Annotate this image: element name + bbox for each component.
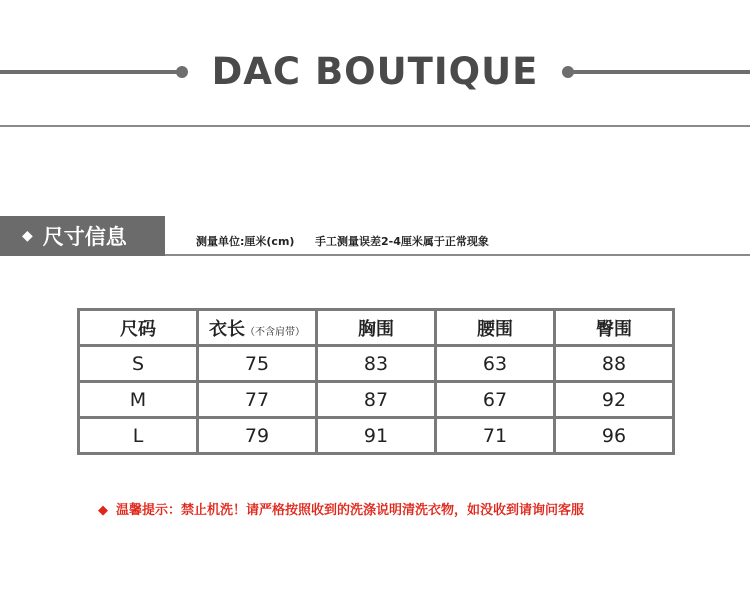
table-cell: 79 xyxy=(198,418,317,454)
table-cell: 87 xyxy=(317,382,436,418)
header-length: 衣长（不含肩带） xyxy=(198,310,317,346)
table-row xyxy=(79,382,674,418)
header-left-dot xyxy=(176,66,188,78)
table-cell: L xyxy=(79,418,198,454)
table-cell: 88 xyxy=(555,346,674,382)
tip-diamond-icon: ◆ xyxy=(98,503,108,518)
table-header-row xyxy=(79,310,674,346)
header-hip: 臀围 xyxy=(555,310,674,346)
care-tip xyxy=(98,499,584,518)
table-cell: 63 xyxy=(436,346,555,382)
section-tag xyxy=(0,216,165,256)
table-cell: M xyxy=(79,382,198,418)
table-cell: 96 xyxy=(555,418,674,454)
unit-note: 测量单位:厘米(cm) xyxy=(196,235,295,248)
header-size: 尺码 xyxy=(79,310,198,346)
table-cell: 77 xyxy=(198,382,317,418)
table-row xyxy=(79,418,674,454)
length-sub-note: （不含肩带） xyxy=(245,326,305,338)
header-left-line xyxy=(0,70,180,74)
table-cell: S xyxy=(79,346,198,382)
table-cell: 67 xyxy=(436,382,555,418)
table-cell: 71 xyxy=(436,418,555,454)
header-divider xyxy=(0,125,750,127)
size-table xyxy=(77,308,675,455)
section-divider xyxy=(165,254,750,256)
table-cell: 91 xyxy=(317,418,436,454)
table-cell: 92 xyxy=(555,382,674,418)
table-row xyxy=(79,346,674,382)
table-cell: 75 xyxy=(198,346,317,382)
error-note: 手工测量误差2-4厘米属于正常现象 xyxy=(315,235,489,248)
header-waist: 腰围 xyxy=(436,310,555,346)
header-chest: 胸围 xyxy=(317,310,436,346)
header-right-line xyxy=(568,70,750,74)
table-cell: 83 xyxy=(317,346,436,382)
section-title: 尺寸信息 xyxy=(42,225,127,249)
tip-text: 温馨提示：禁止机洗！请严格按照收到的洗涤说明清洗衣物，如没收到请询问客服 xyxy=(116,503,585,518)
diamond-icon: ◆ xyxy=(22,228,33,244)
brand-title: DAC BOUTIQUE xyxy=(211,50,539,93)
